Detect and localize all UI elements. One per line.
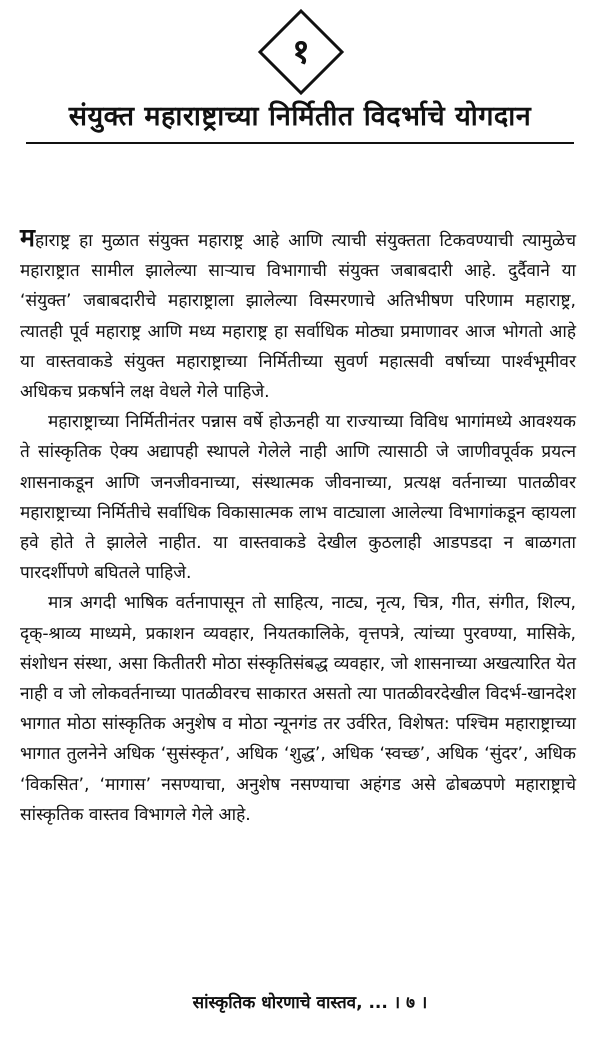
title-divider — [26, 142, 574, 144]
chapter-number: १ — [292, 32, 310, 72]
chapter-title: संयुक्त महाराष्ट्राच्या निर्मितीत विदर्भाचे योगदान — [68, 101, 532, 132]
chapter-number-badge — [257, 8, 345, 96]
page-footer: सांस्कृतिक धोरणाचे वास्तव, ... । ७ । — [192, 993, 428, 1013]
paragraph-3: मात्र अगदी भाषिक वर्तनापासून तो साहित्य, नाट्य, नृत्य, चित्र, गीत, संगीत, शिल्प, दृक्-श्राव्य माध्यमे, प्रकाशन व्यवहार, नियतकालिके, वृत्तपत्रे, त्यांच्या पुरवण्या, मासिके, संशोधन संस्था, असा कितीतरी मोठा संस्कृतिसंबद्ध व्यवहार, जो शासनाच्या अखत्यारित येत नाही व जो लोकवर्तनाच्या पातळीवरच साकारत असतो त्या पातळीवरदेखील विदर्भ-खानदेश भागात मोठा सांस्कृतिक अनुशेष व मोठा न्यूनगंड तर उर्वरित, विशेषत: पश्चिम महाराष्ट्राच्या भागात तुलनेने अधिक ‘सुसंस्कृत’, अधिक ‘शुद्ध’, अधिक ‘स्वच्छ’, अधिक ‘सुंदर’, अधिक ‘विकसित’, ‘मागास’ नसण्याचा, अनुशेष नसण्याचा अहंगड असे ढोबळपणे महाराष्ट्राचे सांस्कृतिक वास्तव विभागले गेले आहे. — [20, 593, 576, 825]
paragraph-1 — [20, 223, 576, 407]
drop-cap-letter: म — [20, 223, 35, 252]
paragraph-1-text: हाराष्ट्र हा मुळात संयुक्त महाराष्ट्र आहे आणि त्याची संयुक्तता टिकवण्याची त्यामुळेच महाराष्ट्रात सामील झालेल्या साऱ्याच विभागाची संयुक्त जबाबदारी आहे. दुर्दैवाने या ‘संयुक्त’ जबाबदारीचे महाराष्ट्राला झालेल्या विस्मरणाचे अतिभीषण परिणाम महाराष्ट्र, त्यातही पूर्व महाराष्ट्र आणि मध्य महाराष्ट्र हा सर्वाधिक मोठ्या प्रमाणावर आज भोगतो आहे या वास्तवाकडे संयुक्त महाराष्ट्राच्या निर्मितीच्या सुवर्ण महात्सवी वर्षाच्या पार्श्वभूमीवर अधिकच प्रकर्षाने लक्ष वेधले गेले पाहिजे. — [20, 231, 576, 403]
paragraph-2: महाराष्ट्राच्या निर्मितीनंतर पन्नास वर्षे होऊनही या राज्याच्या विविध भागांमध्ये आवश्यक ते सांस्कृतिक ऐक्य अद्यापही स्थापले गेलेले नाही आणि त्यासाठी जे जाणीवपूर्वक प्रयत्न शासनाकडून आणि जनजीवनाच्या, संस्थात्मक जीवनाच्या, प्रत्यक्ष वर्तनाच्या पातळीवर महाराष्ट्राच्या निर्मितीचे सर्वाधिक विकासात्मक लाभ वाट्याला आलेल्या विभागांकडून व्हायला हवे होते ते झालेले नाहीत. या वास्तवाकडे देखील कुठलाही आडपडदा न बाळगता पारदर्शीपणे बघितले पाहिजे. — [20, 412, 576, 584]
chapter-body — [20, 223, 576, 830]
